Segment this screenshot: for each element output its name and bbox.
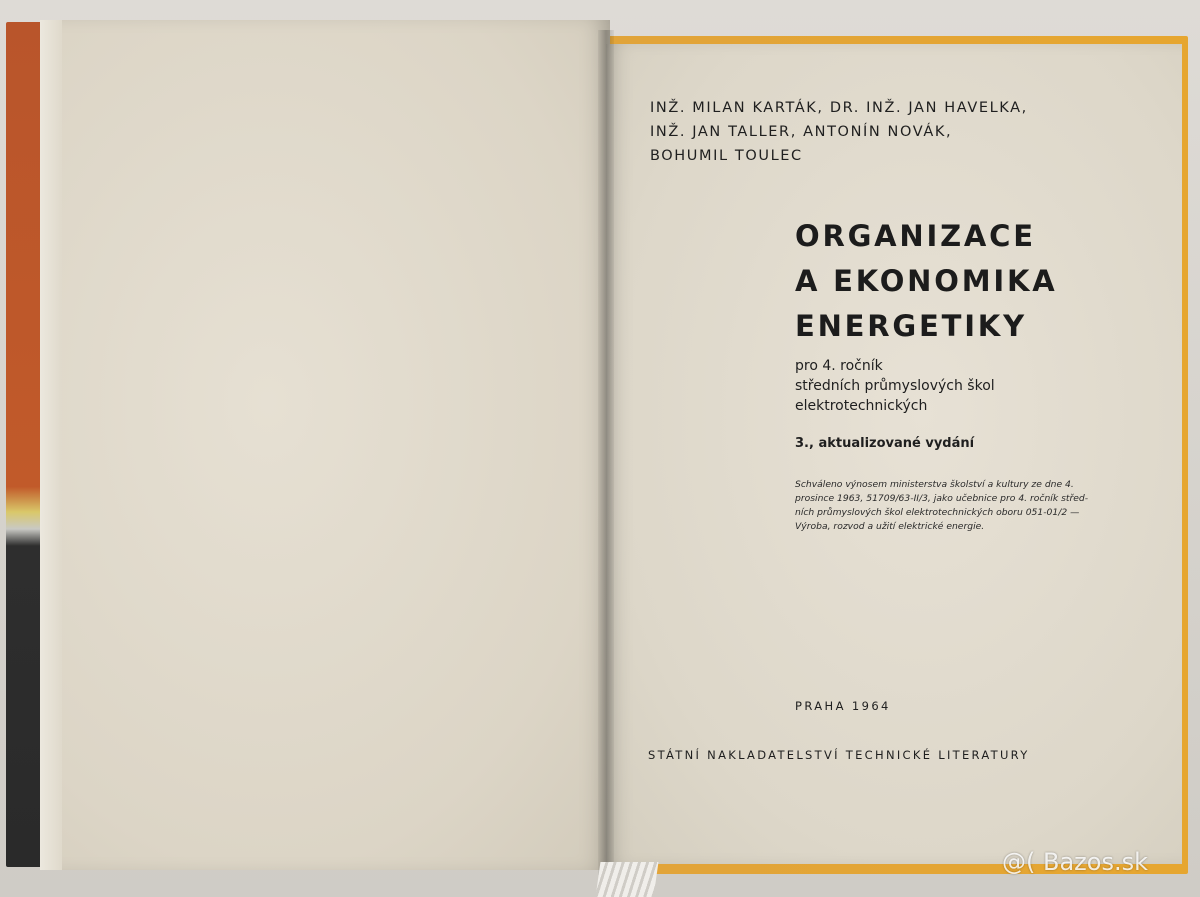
title-line: A EKONOMIKA bbox=[795, 264, 1058, 298]
page-edge bbox=[40, 20, 62, 870]
authors bbox=[650, 96, 1028, 168]
approval-line: ních průmyslových škol elektrotechnických oboru 051-01/2 — bbox=[795, 507, 1080, 518]
place-year: PRAHA 1964 bbox=[795, 699, 891, 713]
title-line: ENERGETIKY bbox=[795, 309, 1027, 343]
title-line: ORGANIZACE bbox=[795, 219, 1036, 253]
approval-note bbox=[795, 478, 1088, 534]
book-spine bbox=[598, 30, 614, 875]
subtitle bbox=[795, 356, 995, 416]
watermark: @( Bazos.sk bbox=[1002, 848, 1148, 876]
blank-left-page bbox=[40, 20, 610, 870]
approval-line: Výroba, rozvod a užití elektrické energie. bbox=[795, 521, 985, 532]
book-title bbox=[795, 214, 1057, 349]
author-line: INŽ. MILAN KARTÁK, DR. INŽ. JAN HAVELKA, bbox=[650, 100, 1028, 116]
publisher: STÁTNÍ NAKLADATELSTVÍ TECHNICKÉ LITERATURY bbox=[648, 748, 1030, 762]
ribbon-bookmark bbox=[596, 862, 659, 897]
subtitle-line: pro 4. ročník bbox=[795, 358, 883, 374]
approval-line: Schváleno výnosem ministerstva školství a kultury ze dne 4. bbox=[795, 479, 1074, 490]
edition: 3., aktualizované vydání bbox=[795, 436, 975, 451]
approval-line: prosince 1963, 51709/63-II/3, jako učebnice pro 4. ročník střed- bbox=[795, 493, 1089, 504]
author-line: INŽ. JAN TALLER, ANTONÍN NOVÁK, bbox=[650, 124, 953, 140]
subtitle-line: elektrotechnických bbox=[795, 398, 928, 414]
author-line: BOHUMIL TOULEC bbox=[650, 148, 803, 164]
subtitle-line: středních průmyslových škol bbox=[795, 378, 995, 394]
